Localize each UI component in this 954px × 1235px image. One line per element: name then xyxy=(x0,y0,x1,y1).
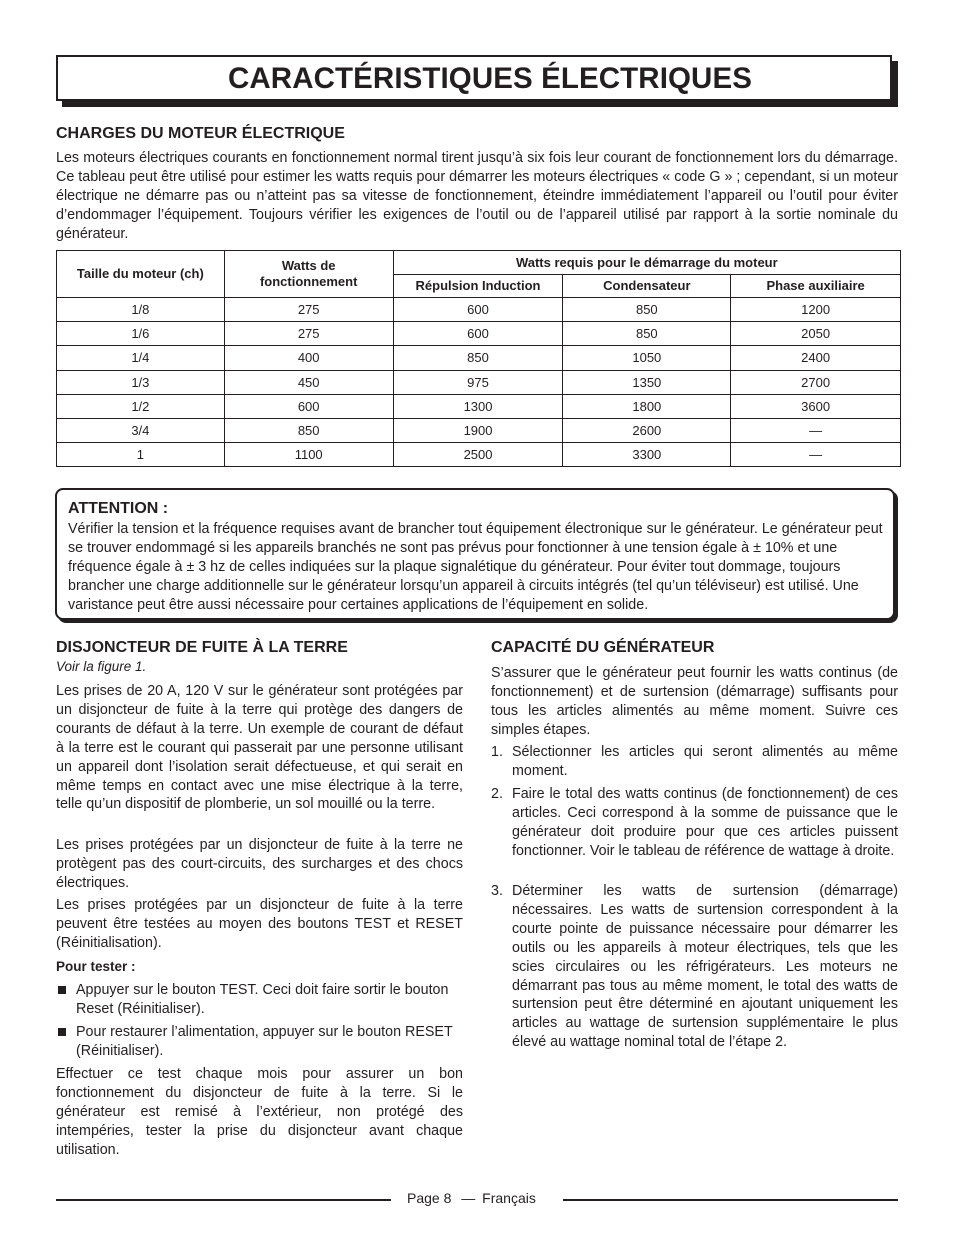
table-cell: 275 xyxy=(224,322,393,346)
capacity-step xyxy=(491,785,898,861)
gfci-paragraph-1: Les prises de 20 A, 120 V sur le générateur sont protégées par un disjoncteur de fuite à la terre qui protège des dangers de courants de défaut à la terre. Un exemple de courant de défaut à la terre est le courant qui passerait par une personne utilisant un appareil dont l’isolation serait défectueuse, et qui serait en même temps en contact avec une mise électrique à la terre, telle qu’un dispositif de plomberie, un sol mouillé ou la terre. xyxy=(56,683,463,813)
table-cell: 975 xyxy=(393,370,563,394)
footer-rule-left xyxy=(56,1199,391,1201)
table-cell: 1/3 xyxy=(57,370,225,394)
footer-page-label: Page 8 xyxy=(407,1190,452,1206)
title-banner xyxy=(56,55,898,107)
table-cell: 2050 xyxy=(731,322,901,346)
attention-title: ATTENTION : xyxy=(68,500,169,517)
table-cell: 2400 xyxy=(731,346,901,370)
attention-text: Vérifier la tension et la fréquence requises avant de brancher tout équipement électronique sur le générateur. Le générateur peut se trouver endommagé si les appareils branchés ne sont pas prévus pour fonctionner à une tension égale à ± 10% et une fréquence égale à ± 3 hz de celles indiquées sur la plaque signalétique du générateur. Pour éviter tout dommage, toujours brancher une charge additionnelle sur le générateur lorsqu’un appareil à circuits intégrés (tel qu’un téléviseur) est utilisé. Une varistance peut être aussi nécessaire pour certaines applications de l’équipement en solide. xyxy=(68,521,883,613)
table-cell: 1/8 xyxy=(57,298,225,322)
table-cell: 1050 xyxy=(563,346,731,370)
capacity-intro: S’assurer que le générateur peut fournir les watts continus (de fonctionnement) et de surtension (démarrage) suffisants pour tous les articles alimentés au même moment. Suivre ces simples étapes. xyxy=(491,665,898,738)
table-cell: 1300 xyxy=(393,394,563,418)
table-cell: 1/6 xyxy=(57,322,225,346)
table-row xyxy=(57,394,901,418)
table-cell: 850 xyxy=(563,298,731,322)
table-cell: 2600 xyxy=(563,418,731,442)
bullet-square-icon xyxy=(58,1028,66,1036)
title-banner-box xyxy=(56,55,892,101)
table-cell: 1 xyxy=(57,443,225,467)
motor-wattage-table xyxy=(56,250,901,467)
gfci-paragraph-2: Les prises protégées par un disjoncteur de fuite à la terre ne protègent pas des court-circuits, des surcharges et des chocs électriques. xyxy=(56,837,463,891)
table-cell: 1900 xyxy=(393,418,563,442)
table-cell: 3600 xyxy=(731,394,901,418)
col-header-split-phase: Phase auxiliaire xyxy=(731,275,901,298)
table-cell: 1/2 xyxy=(57,394,225,418)
table-cell: 275 xyxy=(224,298,393,322)
attention-box xyxy=(55,488,899,624)
motor-section-intro: Les moteurs électriques courants en fonctionnement normal tirent jusqu’à six fois leur courant de fonctionnement lors du démarrage. Ce tableau peut être utilisé pour estimer les watts requis pour démarrer les moteurs électriques « code G » ; cependant, si un moteur électrique ne démarre pas ou n’atteint pas sa vitesse de fonctionnement, éteindre immédiatement l’appareil ou l’outil pour éviter d’endommager l’équipement. Toujours vérifier les exigences de l’outil ou de l’appareil utilisé par rapport à la sortie nominale du générateur. xyxy=(56,150,898,242)
gfci-bullet-text: Appuyer sur le bouton TEST. Ceci doit faire sortir le bouton Reset (Réinitialiser). xyxy=(76,982,449,1017)
table-cell: — xyxy=(731,418,901,442)
table-cell: — xyxy=(731,443,901,467)
footer-language: Français xyxy=(482,1190,536,1206)
col-header-size: Taille du moteur (ch) xyxy=(57,251,225,298)
footer-separator: — xyxy=(461,1190,476,1206)
capacity-step-number: 3. xyxy=(491,883,503,899)
gfci-bullet-text: Pour restaurer l’alimentation, appuyer sur le bouton RESET (Réinitialiser). xyxy=(76,1024,453,1059)
table-cell: 3300 xyxy=(563,443,731,467)
table-cell: 1/4 xyxy=(57,346,225,370)
table-cell: 600 xyxy=(393,298,563,322)
attention-box-frame xyxy=(55,488,895,620)
capacity-step xyxy=(491,882,898,1052)
capacity-step-text: Faire le total des watts continus (de fonctionnement) de ces articles. Ceci correspond à la somme de puissance que le générateur doit produire pour que ces articles puissent fonctionner. Voir le tableau de référence de wattage à droite. xyxy=(512,786,898,859)
gfci-paragraph-4: Effectuer ce test chaque mois pour assurer un bon fonctionnement du disjoncteur de fuite à la terre. Si le générateur est remisé à l’extérieur, non protégé des intempéries, tester la prise du disjoncteur avant chaque utilisation. xyxy=(56,1066,463,1158)
gfci-see-figure: Voir la figure 1. xyxy=(56,659,147,674)
gfci-bullet-item xyxy=(56,981,464,1019)
gfci-paragraph-3: Les prises protégées par un disjoncteur de fuite à la terre peuvent être testées au moyen des boutons TEST et RESET (Réinitialisation). xyxy=(56,897,463,951)
table-cell: 1200 xyxy=(731,298,901,322)
table-row xyxy=(57,346,901,370)
capacity-step xyxy=(491,743,898,781)
motor-section-heading: CHARGES DU MOTEUR ÉLECTRIQUE xyxy=(56,125,345,142)
table-cell: 600 xyxy=(393,322,563,346)
capacity-step-text: Sélectionner les articles qui seront alimentés au même moment. xyxy=(512,744,898,779)
page-title: CARACTÉRISTIQUES ÉLECTRIQUES xyxy=(228,62,753,95)
gfci-bullet-item xyxy=(56,1023,464,1061)
table-row xyxy=(57,443,901,467)
capacity-step-text: Déterminer les watts de surtension (démarrage) nécessaires. Les watts de surtension correspondent à la courte pointe de puissance nécessaire pour démarrer les outils ou les appareils à moteur électriques, tels que les scies circulaires ou les réfrigérateurs. Les moteurs ne démarrant pas tous au même moment, le total des watts de surtension peut être déterminé en ajoutant uniquement les articles au wattage de surtension supplémentaire le plus élevé au wattage nominal total de l’étape 2. xyxy=(512,883,898,1051)
table-cell: 450 xyxy=(224,370,393,394)
capacity-step-number: 2. xyxy=(491,786,503,802)
table-cell: 1100 xyxy=(224,443,393,467)
col-header-repulsion: Répulsion Induction xyxy=(393,275,563,298)
col-header-starting-group: Watts requis pour le démarrage du moteur xyxy=(393,251,900,275)
table-cell: 600 xyxy=(224,394,393,418)
footer-page-number xyxy=(407,1189,536,1207)
col-header-capacitor: Condensateur xyxy=(563,275,731,298)
table-header-row xyxy=(57,251,901,275)
table-row xyxy=(57,298,901,322)
table-cell: 2500 xyxy=(393,443,563,467)
table-cell: 1800 xyxy=(563,394,731,418)
table-cell: 850 xyxy=(563,322,731,346)
table-cell: 850 xyxy=(393,346,563,370)
table-body xyxy=(57,298,901,467)
table-cell: 850 xyxy=(224,418,393,442)
capacity-step-number: 1. xyxy=(491,744,503,760)
table-row xyxy=(57,322,901,346)
capacity-heading: CAPACITÉ DU GÉNÉRATEUR xyxy=(491,639,715,656)
footer-rule-right xyxy=(563,1199,898,1201)
table-cell: 3/4 xyxy=(57,418,225,442)
table-cell: 400 xyxy=(224,346,393,370)
bullet-square-icon xyxy=(58,986,66,994)
table-row xyxy=(57,370,901,394)
col-header-running: Watts de fonctionnement xyxy=(224,251,393,298)
gfci-to-test-label: Pour tester : xyxy=(56,959,136,974)
table-cell: 1350 xyxy=(563,370,731,394)
table-row xyxy=(57,418,901,442)
table-cell: 2700 xyxy=(731,370,901,394)
gfci-heading: DISJONCTEUR DE FUITE À LA TERRE xyxy=(56,639,348,656)
